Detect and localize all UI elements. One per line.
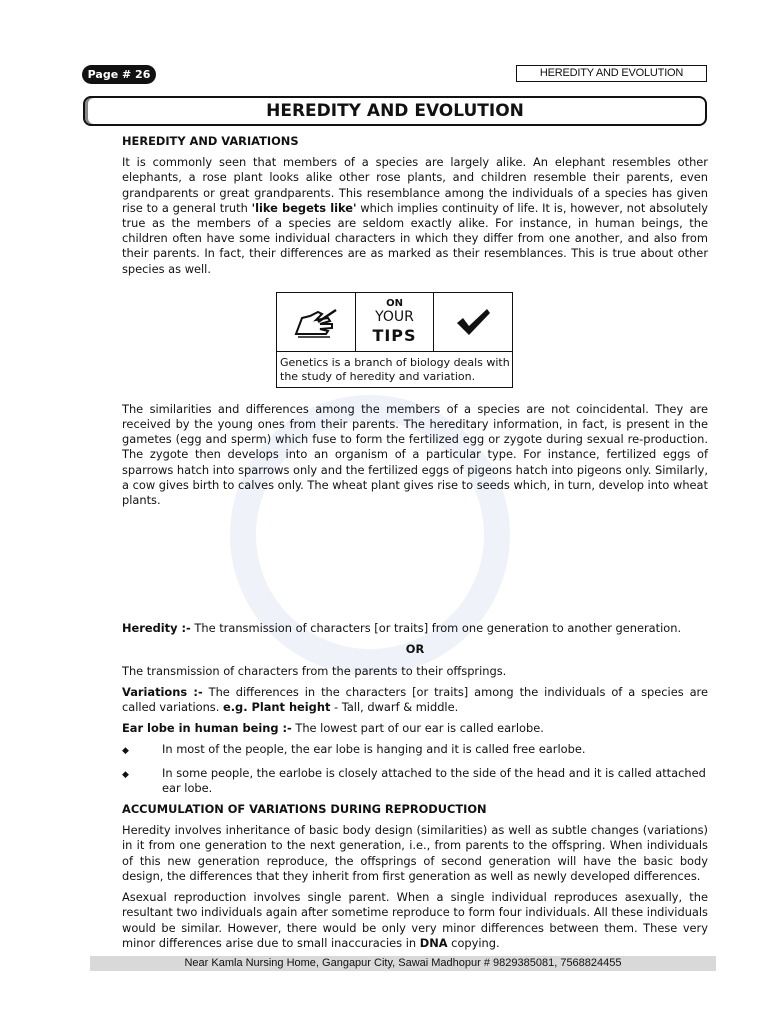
asexual-text-a: Asexual reproduction involves single parent. When a single individual reproduces asexually, the resultant two individuals again after sometime reproduce to form four individuals. All these individuals would be similar. However, there would be only very minor differences between them. These very minor differences arise due to small inaccuracies in [122,890,708,950]
intro-paragraph [122,155,708,277]
heredity-term: Heredity :- [122,621,191,636]
variations-example-term: e.g. Plant height [222,700,331,715]
page-footer: Near Kamla Nursing Home, Gangapur City, Sawai Madhopur # 9829385081, 7568824455 [90,956,716,971]
diamond-bullet-icon: ◆ [122,769,129,780]
earlobe-text: The lowest part of our ear is called earlobe. [291,721,544,736]
page-number-badge: Page # 26 [82,65,156,84]
asexual-paragraph [122,890,708,951]
running-header: HEREDITY AND EVOLUTION [516,65,707,82]
hereditary-info-paragraph: The similarities and differences among the members of a species are not coincidental. They are received by the young ones from their parents. The hereditary information, in fact, is present in the gametes (egg and sperm) which fuse to form the fertilized egg or zygote during sexual re-production. The zygote then develops into an organism of a particular type. For instance, fertilized eggs of sparrows hatch into sparrows only and the fertilized eggs of pigeons hatch into pigeons only. Similarly, a cow gives birth to calves only. The wheat plant gives rise to seeds which, in turn, develop into wheat plants. [122,401,708,508]
page-content [122,131,708,957]
asexual-text-b: copying. [447,935,500,950]
tips-tips-label: TIPS [372,326,417,346]
bullet-text: In some people, the earlobe is closely attached to the side of the head and it is called attached ear lobe. [162,765,706,795]
tips-label-cell [355,293,435,351]
bullet-text: In most of the people, the ear lobe is hanging and it is called free earlobe. [162,742,586,757]
variations-text: The differences in the characters [or traits] among the individuals of a species are called variations. [122,684,708,715]
chapter-title: HEREDITY AND EVOLUTION [83,96,707,126]
variations-definition [122,685,708,715]
heredity-text: The transmission of characters [or traits] from one generation to another generation. [190,621,682,636]
heredity-alt-definition: The transmission of characters from the parents to their offsprings. [122,663,507,678]
tips-your-label: YOUR [375,309,414,326]
tips-on-label: ON [386,298,403,310]
intro-text-b: which implies continuity of life. It is, however, not absolutely true as the members of a species are seldom exactly alike. For instance, in human beings, the children often have some individual characters in which they differ from one another, and also from their parents. In fact, their differences are as marked as their resemblances. This is true about other species as well. [122,200,708,276]
earlobe-term: Ear lobe in human being :- [122,721,292,736]
list-item [122,742,708,759]
variations-example-text: - Tall, dwarf & middle. [330,700,459,715]
tips-header-row [277,293,512,352]
tips-text: Genetics is a branch of biology deals with the study of heredity and variation. [280,355,510,383]
variations-term: Variations :- [122,684,203,699]
earlobe-definition [122,721,708,736]
diamond-bullet-icon: ◆ [122,746,129,757]
section-heading-accumulation: ACCUMULATION OF VARIATIONS DURING REPRODUCTION [122,802,487,817]
intro-bold-phrase: 'like begets like' [251,200,357,215]
or-separator: OR [405,642,425,657]
accumulation-paragraph: Heredity involves inheritance of basic body design (similarities) as well as subtle changes (variations) in it from one generation to the next generation, i.e., from parents to the offspring. When individuals of this new generation reproduce, the offsprings of second generation will have the basic body design, the differences that they inherit from first generation as well as newly developed differences. [122,823,708,883]
list-item [122,766,708,796]
section-heading-heredity-variations: HEREDITY AND VARIATIONS [122,134,299,148]
blank-space [122,514,708,621]
dna-term: DNA [419,935,448,950]
intro-text-a: It is commonly seen that members of a species are largely alike. An elephant resembles other elephants, a rose plant looks alike other rose plants, and children resemble their parents, even grandparents or great grandparents. This resemblance among the individuals of a species has given rise to a general truth [122,155,708,215]
writing-hand-icon [277,293,355,351]
heredity-definition [122,621,708,636]
on-your-tips-box [276,292,513,388]
checkmark-icon [434,293,512,351]
